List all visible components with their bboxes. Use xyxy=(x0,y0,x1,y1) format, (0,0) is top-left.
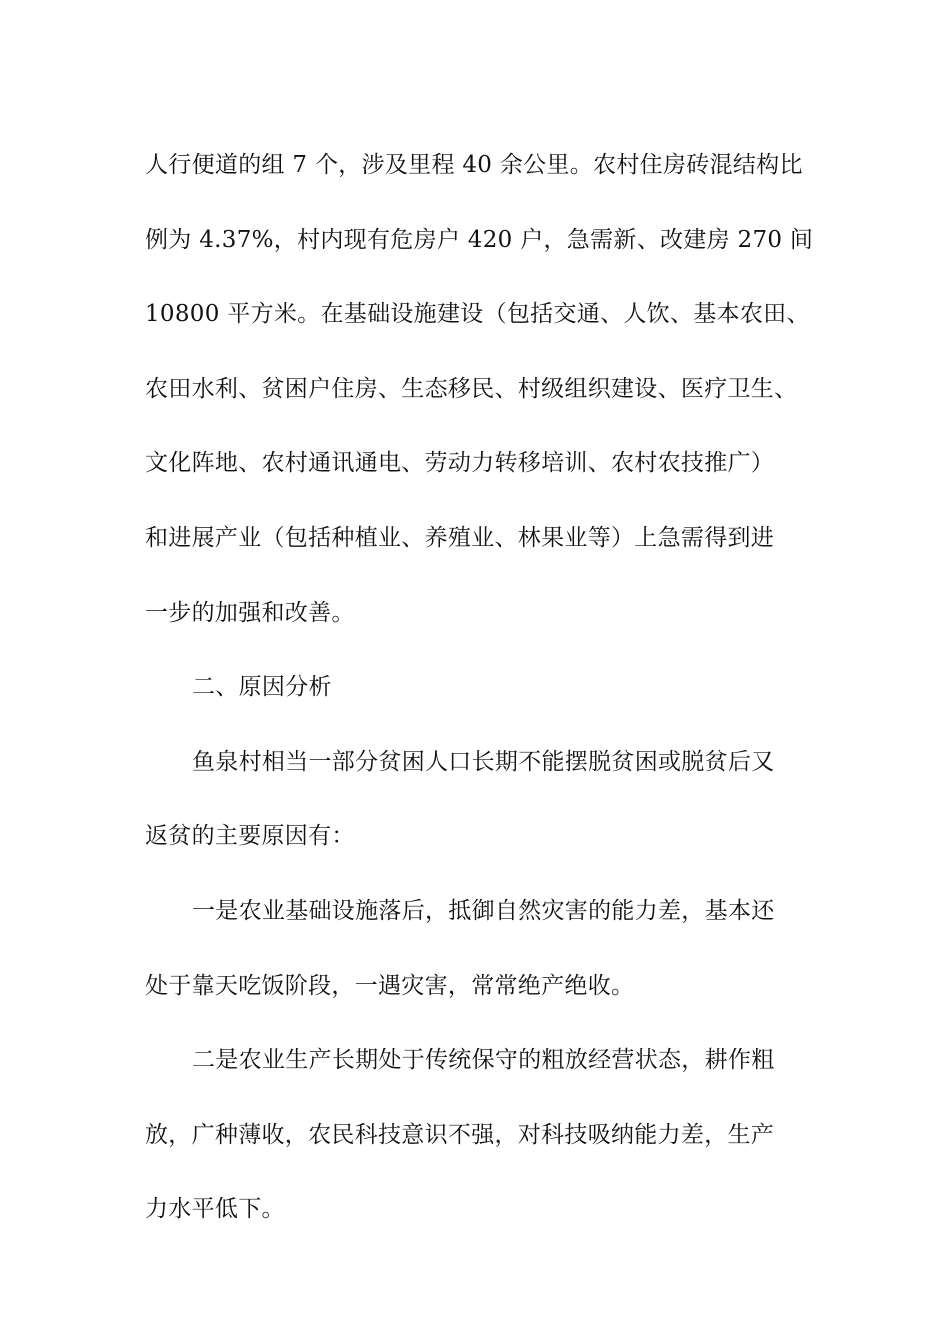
text-line: 10800 平方米。在基础设施建设（包括交通、人饮、基本农田、 xyxy=(145,301,810,328)
text-line: 一是农业基础设施落后，抵御自然灾害的能力差，基本还 xyxy=(192,897,775,924)
text-line: 人行便道的组 7 个，涉及里程 40 余公里。农村住房砖混结构比 xyxy=(145,152,803,178)
text-line: 农田水利、贫困户住房、生态移民、村级组织建设、医疗卫生、 xyxy=(145,375,798,402)
text-line: 和进展产业（包括种植业、养殖业、林果业等）上急需得到进 xyxy=(145,524,775,551)
section-heading: 二、原因分析 xyxy=(192,674,332,701)
text-line: 返贫的主要原因有： xyxy=(145,823,355,850)
text-line: 力水平低下。 xyxy=(145,1196,285,1223)
text-line: 处于靠天吃饭阶段，一遇灾害，常常绝产绝收。 xyxy=(145,972,635,999)
text-line: 一步的加强和改善。 xyxy=(145,599,355,626)
document-body xyxy=(145,128,825,1247)
text-line: 鱼泉村相当一部分贫困人口长期不能摆脱贫困或脱贫后又 xyxy=(192,748,775,775)
text-line: 例为 4.37%，村内现有危房户 420 户，急需新、改建房 270 间 xyxy=(145,226,814,253)
text-line: 文化阵地、农村通讯通电、劳动力转移培训、农村农技推广） xyxy=(145,450,775,477)
text-line: 放，广种薄收，农民科技意识不强，对科技吸纳能力差，生产 xyxy=(145,1121,775,1148)
text-line: 二是农业生产长期处于传统保守的粗放经营状态，耕作粗 xyxy=(192,1047,775,1074)
